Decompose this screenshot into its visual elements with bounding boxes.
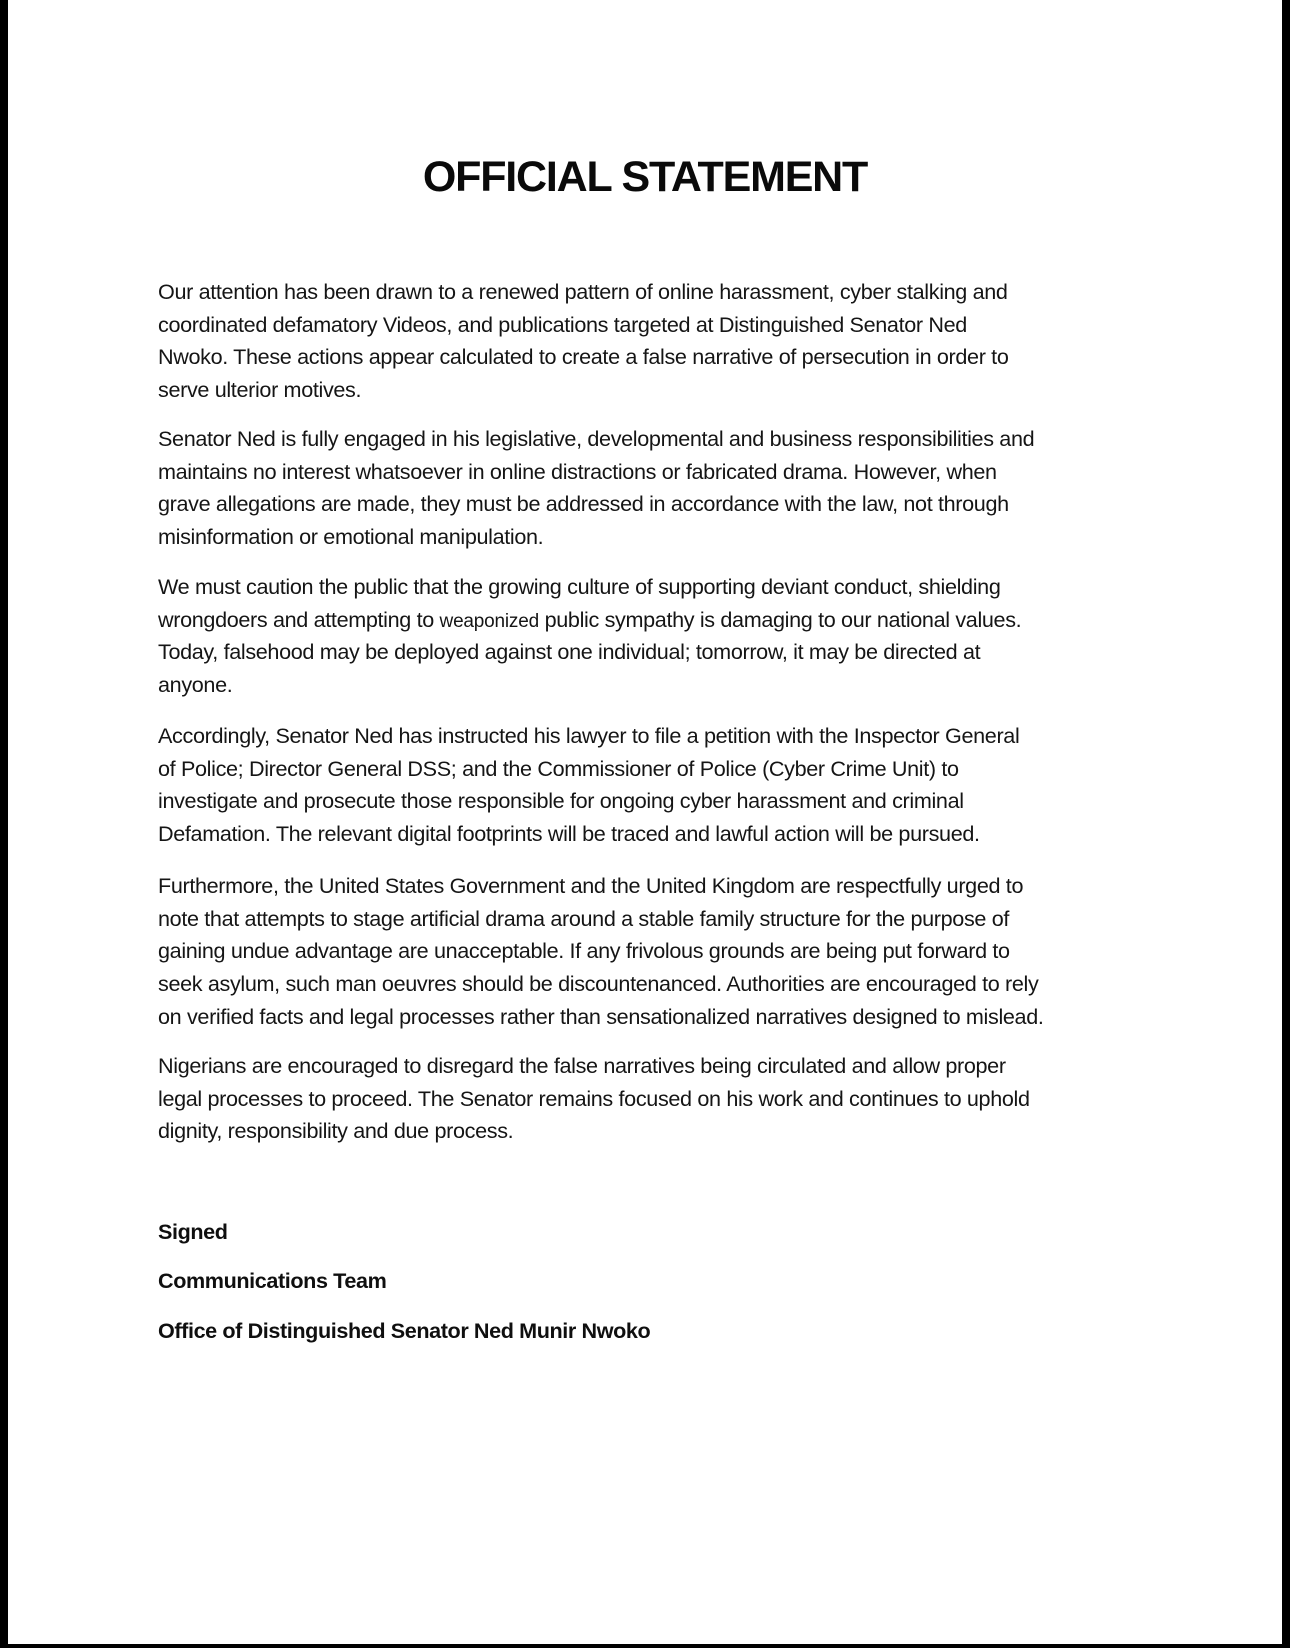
paragraph-line: legal processes to proceed. The Senator remains focused on his work and continues to uphold <box>158 1085 1030 1111</box>
paragraph-line: Furthermore, the United States Government and the United Kingdom are respectfully urged to <box>158 873 1024 898</box>
paragraph-line: Accordingly, Senator Ned has instructed his lawyer to file a petition with the Inspector General <box>158 723 1020 748</box>
paragraph-line: Nwoko. These actions appear calculated to create a false narrative of persecution in order to <box>158 344 1009 370</box>
paragraph-line: misinformation or emotional manipulation. <box>158 524 544 550</box>
paragraph-line: dignity, responsibility and due process. <box>158 1118 514 1144</box>
paragraph-line: gaining undue advantage are unacceptable. If any frivolous grounds are being put forward to <box>158 938 1010 964</box>
paragraph-line: anyone. <box>158 672 233 698</box>
paragraph-line: We must caution the public that the growing culture of supporting deviant conduct, shielding <box>158 574 1001 599</box>
paragraph-line: coordinated defamatory Videos, and publications targeted at Distinguished Senator Ned <box>158 311 967 337</box>
smaller-font-word: weaponized <box>439 610 539 632</box>
paragraph-line: investigate and prosecute those responsible for ongoing cyber harassment and criminal <box>158 788 964 814</box>
paragraph-1 <box>158 276 1158 407</box>
paragraph-5 <box>158 870 1158 1033</box>
paragraph-line: grave allegations are made, they must be addressed in accordance with the law, not through <box>158 491 1009 517</box>
paragraph-line: maintains no interest whatsoever in online distractions or fabricated drama. However, when <box>158 458 997 484</box>
paragraph-line: Nigerians are encouraged to disregard the false narratives being circulated and allow proper <box>158 1053 1006 1078</box>
signature-signed: Signed <box>158 1219 228 1244</box>
paragraph-line: Our attention has been drawn to a renewed pattern of online harassment, cyber stalking and <box>158 279 1008 304</box>
paragraph-4 <box>158 720 1158 851</box>
paragraph-line: on verified facts and legal processes rather than sensationalized narratives designed to mislead. <box>158 1003 1044 1029</box>
line-segment: public sympathy is damaging to our national values. <box>538 606 1022 632</box>
signature-office: Office of Distinguished Senator Ned Munir Nwoko <box>158 1318 651 1343</box>
paragraph-line: serve ulterior motives. <box>158 377 362 403</box>
paragraph-line: seek asylum, such man oeuvres should be discountenanced. Authorities are encouraged to rely <box>158 971 1039 997</box>
document-page <box>8 0 1282 1644</box>
paragraph-line: Today, falsehood may be deployed against one individual; tomorrow, it may be directed at <box>158 639 981 665</box>
paragraph-line: Defamation. The relevant digital footprints will be traced and lawful action will be pursued. <box>158 821 980 847</box>
paragraph-line: Senator Ned is fully engaged in his legislative, developmental and business responsibilities and <box>158 426 1035 451</box>
line-segment: wrongdoers and attempting to <box>158 606 440 632</box>
paragraph-3 <box>158 571 1158 702</box>
paragraph-line <box>158 604 1158 637</box>
paragraph-line: of Police; Director General DSS; and the Commissioner of Police (Cyber Crime Unit) to <box>158 755 959 781</box>
paragraph-6 <box>158 1050 1158 1148</box>
paragraph-2 <box>158 423 1158 554</box>
document-title: OFFICIAL STATEMENT <box>422 153 868 201</box>
paragraph-line: note that attempts to stage artificial drama around a stable family structure for the purpose of <box>158 905 1010 931</box>
signature-team: Communications Team <box>158 1268 387 1293</box>
